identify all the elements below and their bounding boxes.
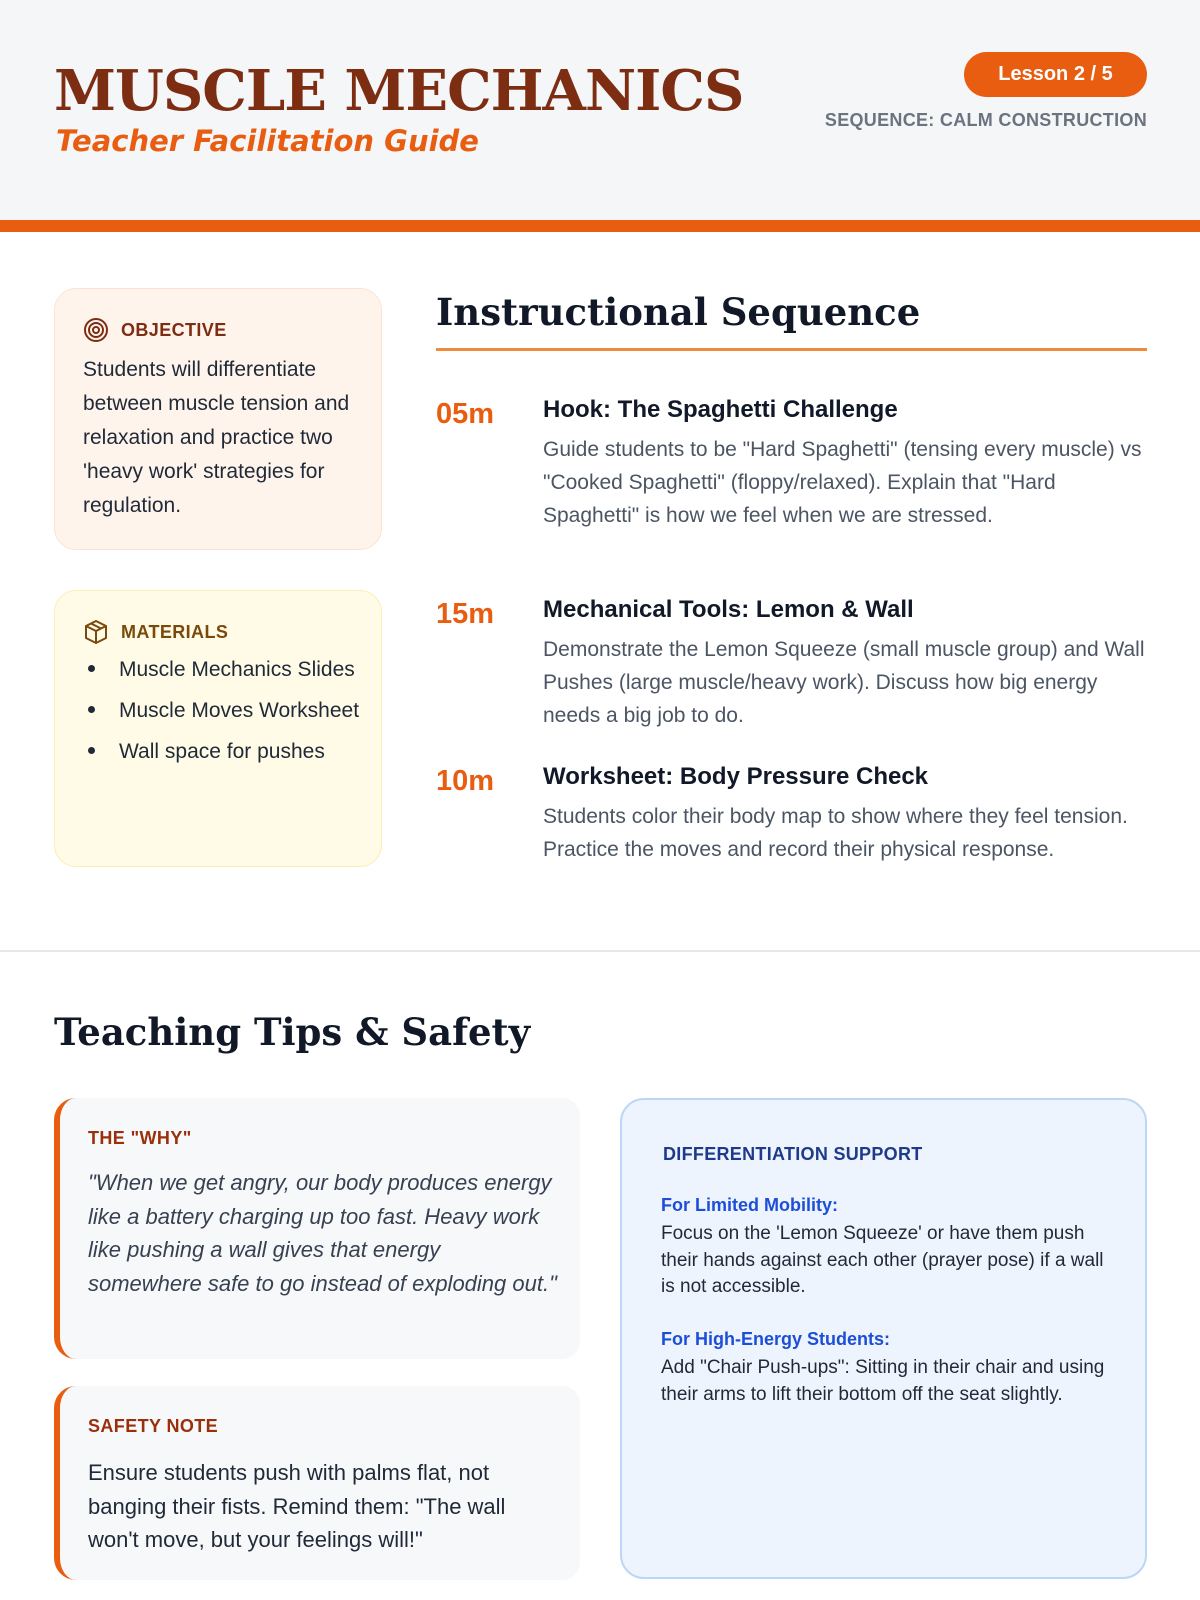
- sequence-heading: Instructional Sequence: [436, 290, 921, 334]
- objective-card: [54, 288, 382, 550]
- bullet: [88, 706, 95, 713]
- step-description: Students color their body map to show where they feel tension. Practice the moves and record their physical response.: [543, 805, 1128, 861]
- limited-mobility-heading: For Limited Mobility:: [661, 1195, 838, 1215]
- material-text: Muscle Moves Worksheet: [119, 699, 360, 722]
- bullet: [88, 665, 95, 672]
- differentiation-label: DIFFERENTIATION SUPPORT: [663, 1144, 923, 1164]
- sequence-label: SEQUENCE: CALM CONSTRUCTION: [824, 110, 1147, 130]
- section-divider: [0, 950, 1200, 952]
- materials-list-item: [83, 735, 368, 768]
- step-heading: Worksheet: Body Pressure Check: [543, 763, 929, 790]
- objective-header: [83, 317, 227, 343]
- step-duration: 15m: [436, 598, 495, 630]
- safety-card: [54, 1386, 580, 1580]
- why-card: [54, 1098, 580, 1359]
- page-title: MUSCLE MECHANICS: [54, 58, 744, 124]
- header-accent-bar: [0, 220, 1200, 232]
- limited-mobility-text: Focus on the 'Lemon Squeeze' or have them push their hands against each other (prayer pose) if a wall is not accessible.: [661, 1223, 1104, 1297]
- material-text: Muscle Mechanics Slides: [119, 658, 355, 681]
- lesson-badge: Lesson 2 / 5: [964, 52, 1147, 97]
- bullet: [88, 747, 95, 754]
- target-icon: [83, 317, 109, 343]
- step-description: Demonstrate the Lemon Squeeze (small muscle group) and Wall Pushes (large muscle/heavy work). Discuss how big energy needs a big job to do.: [543, 638, 1145, 727]
- material-text: Wall space for pushes: [119, 740, 325, 763]
- why-label: THE "WHY": [88, 1128, 192, 1148]
- sequence-step: [436, 396, 1147, 566]
- materials-label: MATERIALS: [121, 621, 229, 642]
- step-duration: 05m: [436, 398, 495, 430]
- high-energy-text: Add "Chair Push-ups": Sitting in their chair and using their arms to lift their bottom off the seat slightly.: [661, 1357, 1105, 1405]
- step-heading: Hook: The Spaghetti Challenge: [543, 396, 898, 423]
- materials-header: [83, 619, 228, 645]
- sequence-step: [436, 596, 1147, 736]
- step-description: Guide students to be "Hard Spaghetti" (tensing every muscle) vs "Cooked Spaghetti" (floppy/relaxed). Explain that "Hard Spaghetti" is how we feel when we are stressed.: [543, 438, 1142, 527]
- page-subtitle: Teacher Facilitation Guide: [56, 124, 479, 158]
- tips-heading: Teaching Tips & Safety: [54, 1010, 531, 1054]
- objective-text: Students will differentiate between muscle tension and relaxation and practice two 'heavy work' strategies for regulation.: [83, 358, 350, 517]
- sequence-step: [436, 763, 1147, 903]
- box-icon: [83, 619, 109, 645]
- materials-list-item: [83, 653, 368, 686]
- safety-text: Ensure students push with palms flat, not banging their fists. Remind them: "The wall won't move, but your feelings will!": [88, 1460, 506, 1552]
- sequence-heading-rule: [436, 348, 1147, 351]
- materials-list: [83, 653, 368, 776]
- step-duration: 10m: [436, 765, 495, 797]
- objective-label: OBJECTIVE: [121, 319, 227, 340]
- step-heading: Mechanical Tools: Lemon & Wall: [543, 596, 914, 623]
- page-header: [0, 0, 1200, 220]
- materials-list-item: [83, 694, 368, 727]
- high-energy-heading: For High-Energy Students:: [661, 1329, 890, 1349]
- why-text: "When we get angry, our body produces energy like a battery charging up too fast. Heavy work like pushing a wall gives that energy somewhere safe to go instead of exploding out.": [88, 1170, 557, 1296]
- safety-label: SAFETY NOTE: [88, 1416, 219, 1436]
- materials-card: [54, 590, 382, 867]
